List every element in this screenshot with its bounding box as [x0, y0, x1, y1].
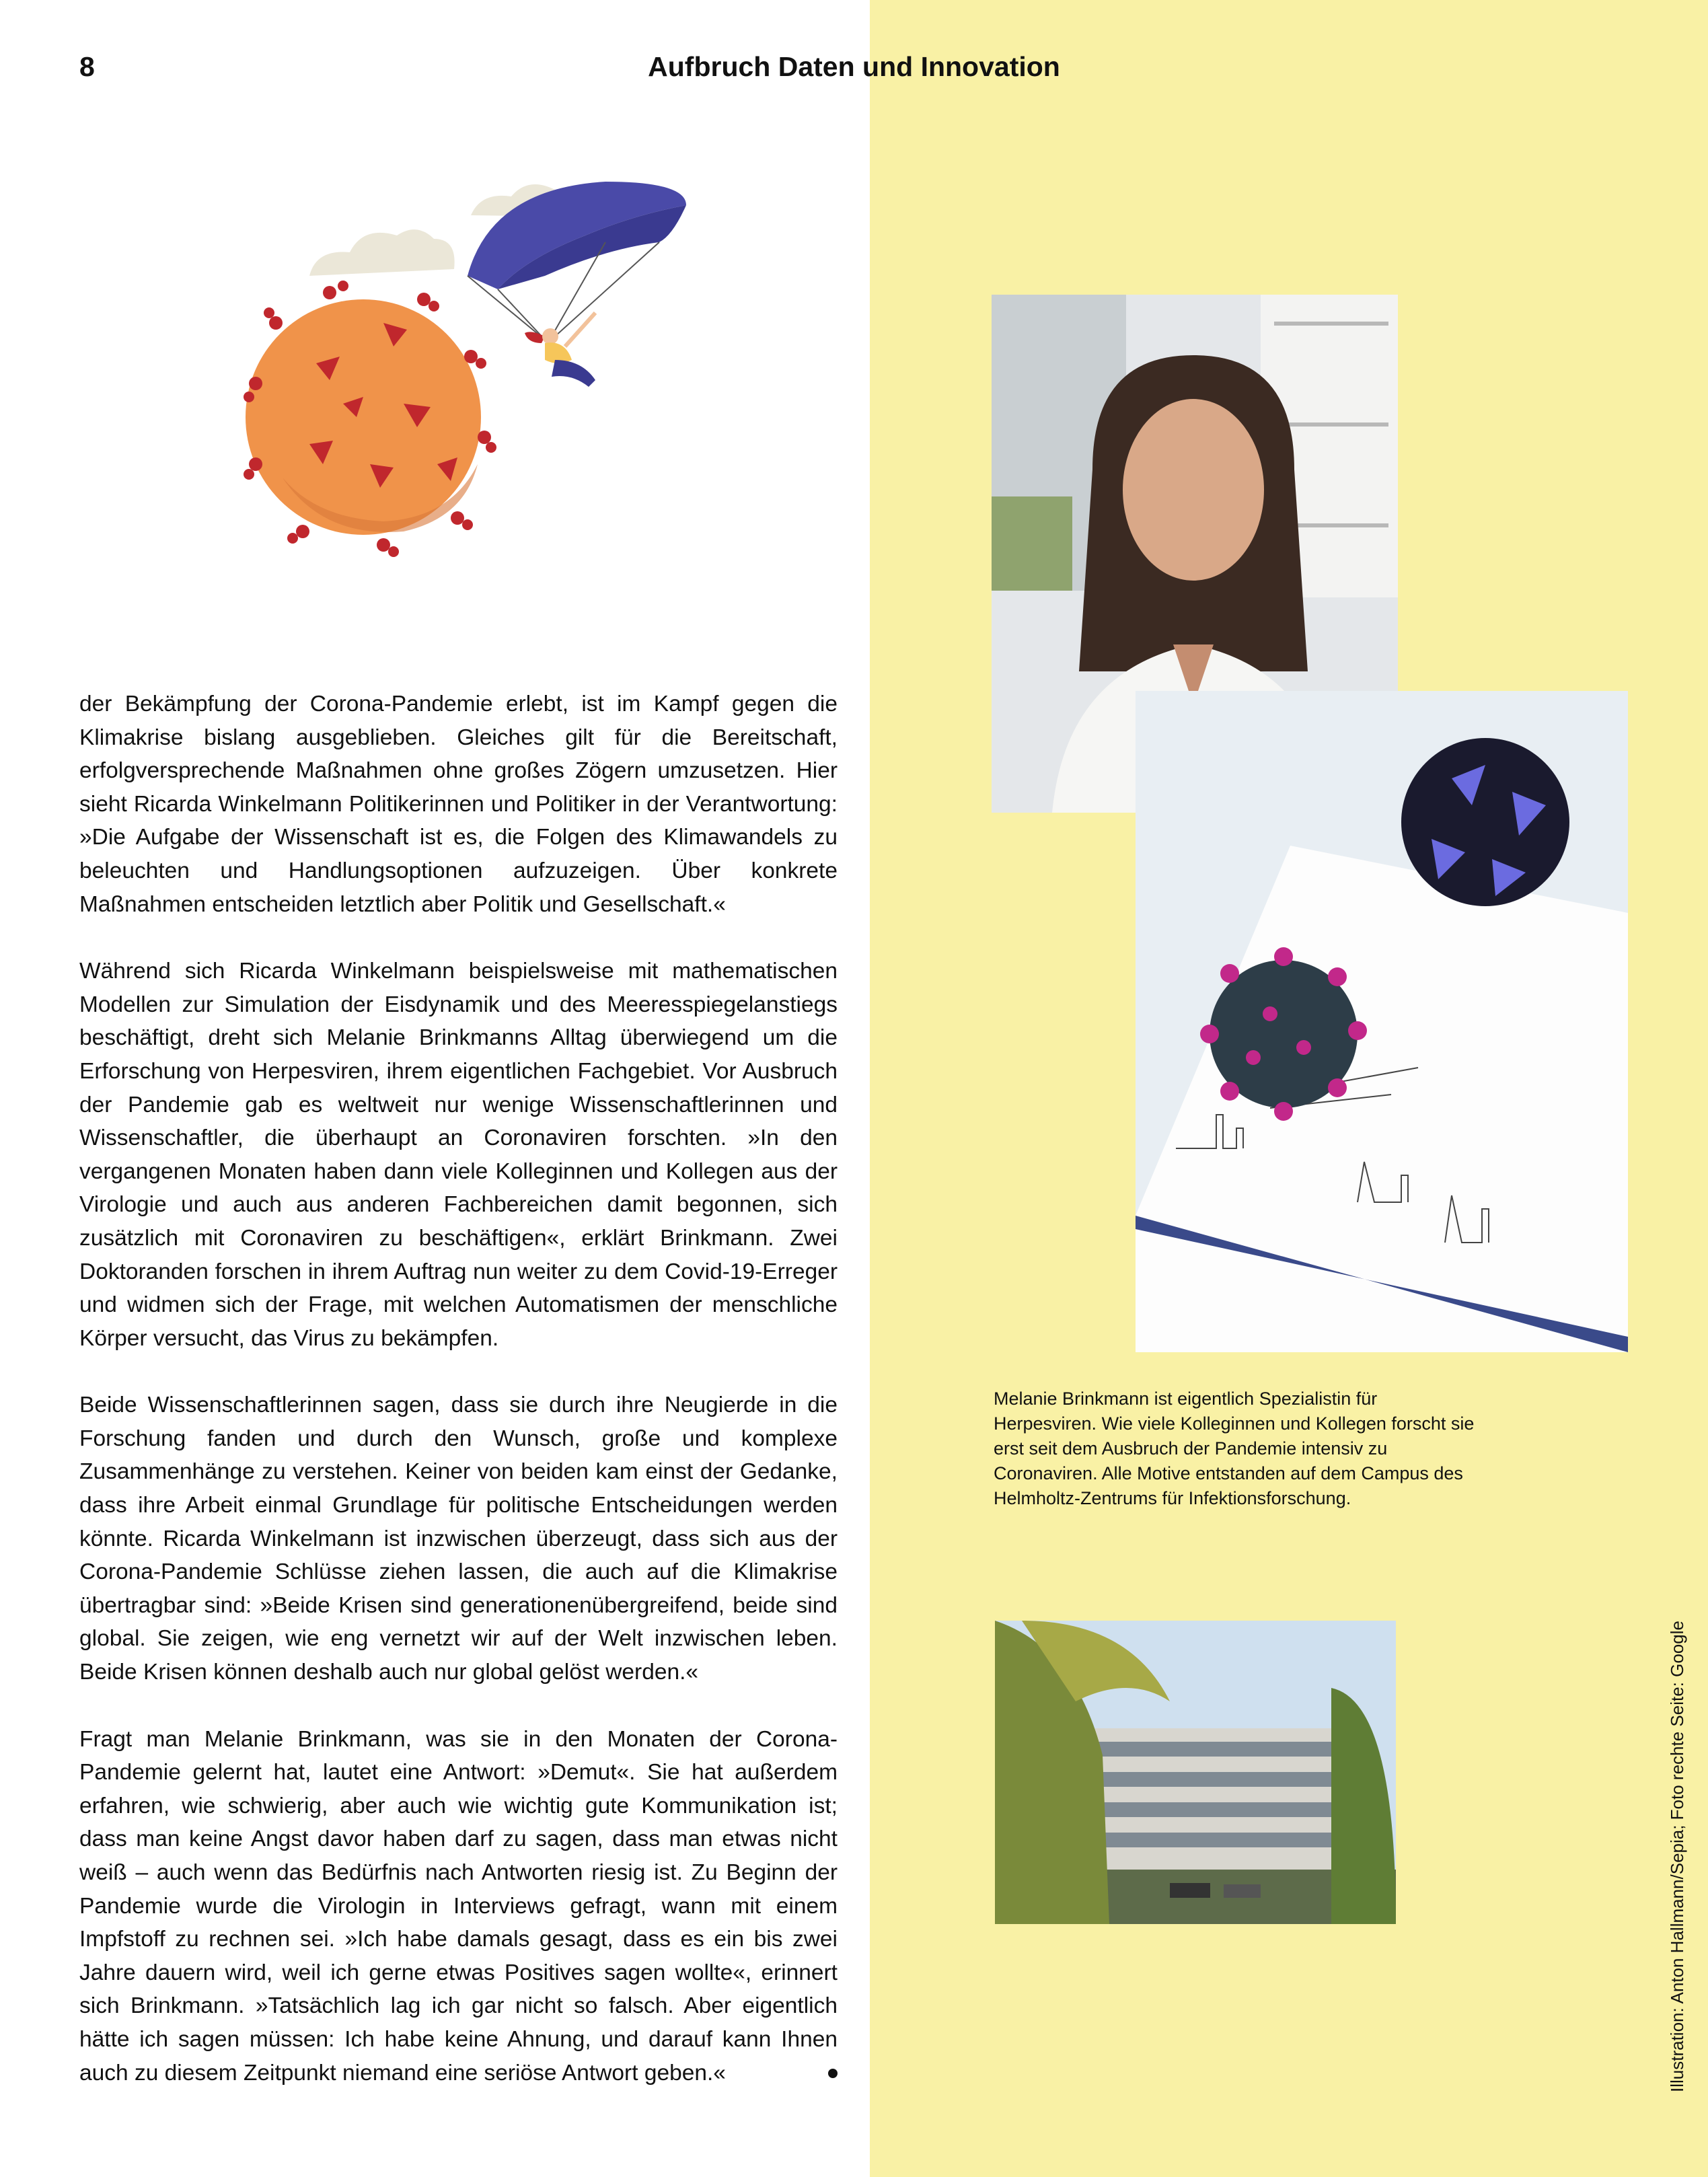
virus-parachute-illustration [229, 141, 740, 572]
article-paragraph-2: Während sich Ricarda Winkelmann beispielsweise mit mathematischen Modellen zur Simulation der Eisdynamik und des Meeresspiegelanstiegs beschäftigt, dreht sich Melanie Brinkmanns Alltag überwiegend um die Erforschung von Herpesviren, ihrem eigentlichen Fachgebiet. Vor Ausbruch der Pandemie gab es weltweit nur wenige Wissenschaftlerinnen und Wissenschaftler, die überhaupt an Coronaviren forschten. »In den vergangenen Monaten haben dann viele Kolleginnen und Kollegen aus der Virologie und auch aus anderen Fachbereichen damit begonnen, sich zusätzlich mit Coronaviren zu beschäftigen«, erklärt Brinkmann. Zwei Doktoranden forschen in ihrem Auftrag nun weiter zu dem Covid-19-Erreger und widmen sich der Frage, mit welchen Automatismen der menschliche Körper versucht, das Virus zu bekämpfen. [79, 959, 838, 1351]
article-paragraph-3: Beide Wissenschaftlerinnen sagen, dass sie durch ihre Neugierde in die Forschung fanden und durch den Wunsch, große und komplexe Zusammenhänge zu verstehen. Keiner von beiden kam einst der Gedanke, dass ihre Arbeit einmal Grundlage für politische Entscheidungen werden könnte. Ricarda Winkelmann ist inzwischen überzeugt, dass sich aus der Corona-Pandemie Schlüsse ziehen lassen, die auch auf die Klimakrise übertragbar sind: »Beide Krisen sind generationenübergreifend, beide sind global. Sie zeigen, wie eng vernetzt wir auf der Welt inzwischen leben. Beide Krisen können deshalb auch nur global gelöst werden.« [79, 1393, 838, 1685]
image-credit: Illustration: Anton Hallmann/Sepia; Foto rechte Seite: Google [1667, 1621, 1687, 2092]
campus-building-photo [995, 1621, 1396, 1924]
end-mark [828, 2069, 838, 2078]
page-number: 8 [79, 51, 95, 82]
article-paragraph-1: der Bekämpfung der Corona-Pandemie erlebt, ist im Kampf gegen die Klimakrise bislang ausgeblieben. Gleiches gilt für die Bereitschaft, erfolgversprechende Maßnahmen ohne großes Zögern umzusetzen. Hier sieht Ricarda Winkelmann Politikerinnen und Politiker in der Verantwortung: »Die Aufgabe der Wissenschaft ist es, die Folgen des Klimawandels zu beleuchten und Handlungsoptionen aufzuzeigen. Über konkrete Maßnahmen entscheiden letztlich aber Politik und Gesellschaft.« [79, 692, 838, 917]
article-paragraph-4-text: Fragt man Melanie Brinkmann, was sie in den Monaten der Corona-Pandemie gelernt hat, lautet eine Antwort: »Demut«. Sie hat außerdem erfahren, wie schwierig, aber auch wie wichtig gute Kommunikation ist; dass man keine Angst davor haben darf zu sagen, dass man etwas nicht weiß – auch wenn das Bedürfnis nach Antworten riesig ist. Zu Beginn der Pandemie wurde die Virologin in Interviews gefragt, wann mit einem Impfstoff zu rechnen sei. »Ich habe damals gesagt, dass es ein bis zwei Jahre dauern wird, weil ich gerne etwas Positives sagen wollte«, erinnert sich Brinkmann. »Tatsächlich lag ich gar nicht so falsch. Aber eigentlich hätte ich sagen müssen: Ich habe keine Ahnung, und darauf kann Ihnen auch zu diesem Zeitpunkt niemand eine seriöse Antwort geben.« [79, 1726, 838, 2086]
article-paragraph-4 [79, 1723, 838, 2090]
photo-caption: Melanie Brinkmann ist eigentlich Spezialistin für Herpesviren. Wie viele Kolleginnen und Kollegen forscht sie erst seit dem Ausbruch der Pandemie intensiv zu Coronaviren. Alle Motive entstanden auf dem Campus des Helmholtz-Zentrums für Infektionsforschung. [994, 1389, 1475, 1508]
page-title: Aufbruch Daten und Innovation [648, 51, 1060, 82]
article-body [79, 688, 838, 2123]
virus-models-photo [1136, 691, 1628, 1352]
